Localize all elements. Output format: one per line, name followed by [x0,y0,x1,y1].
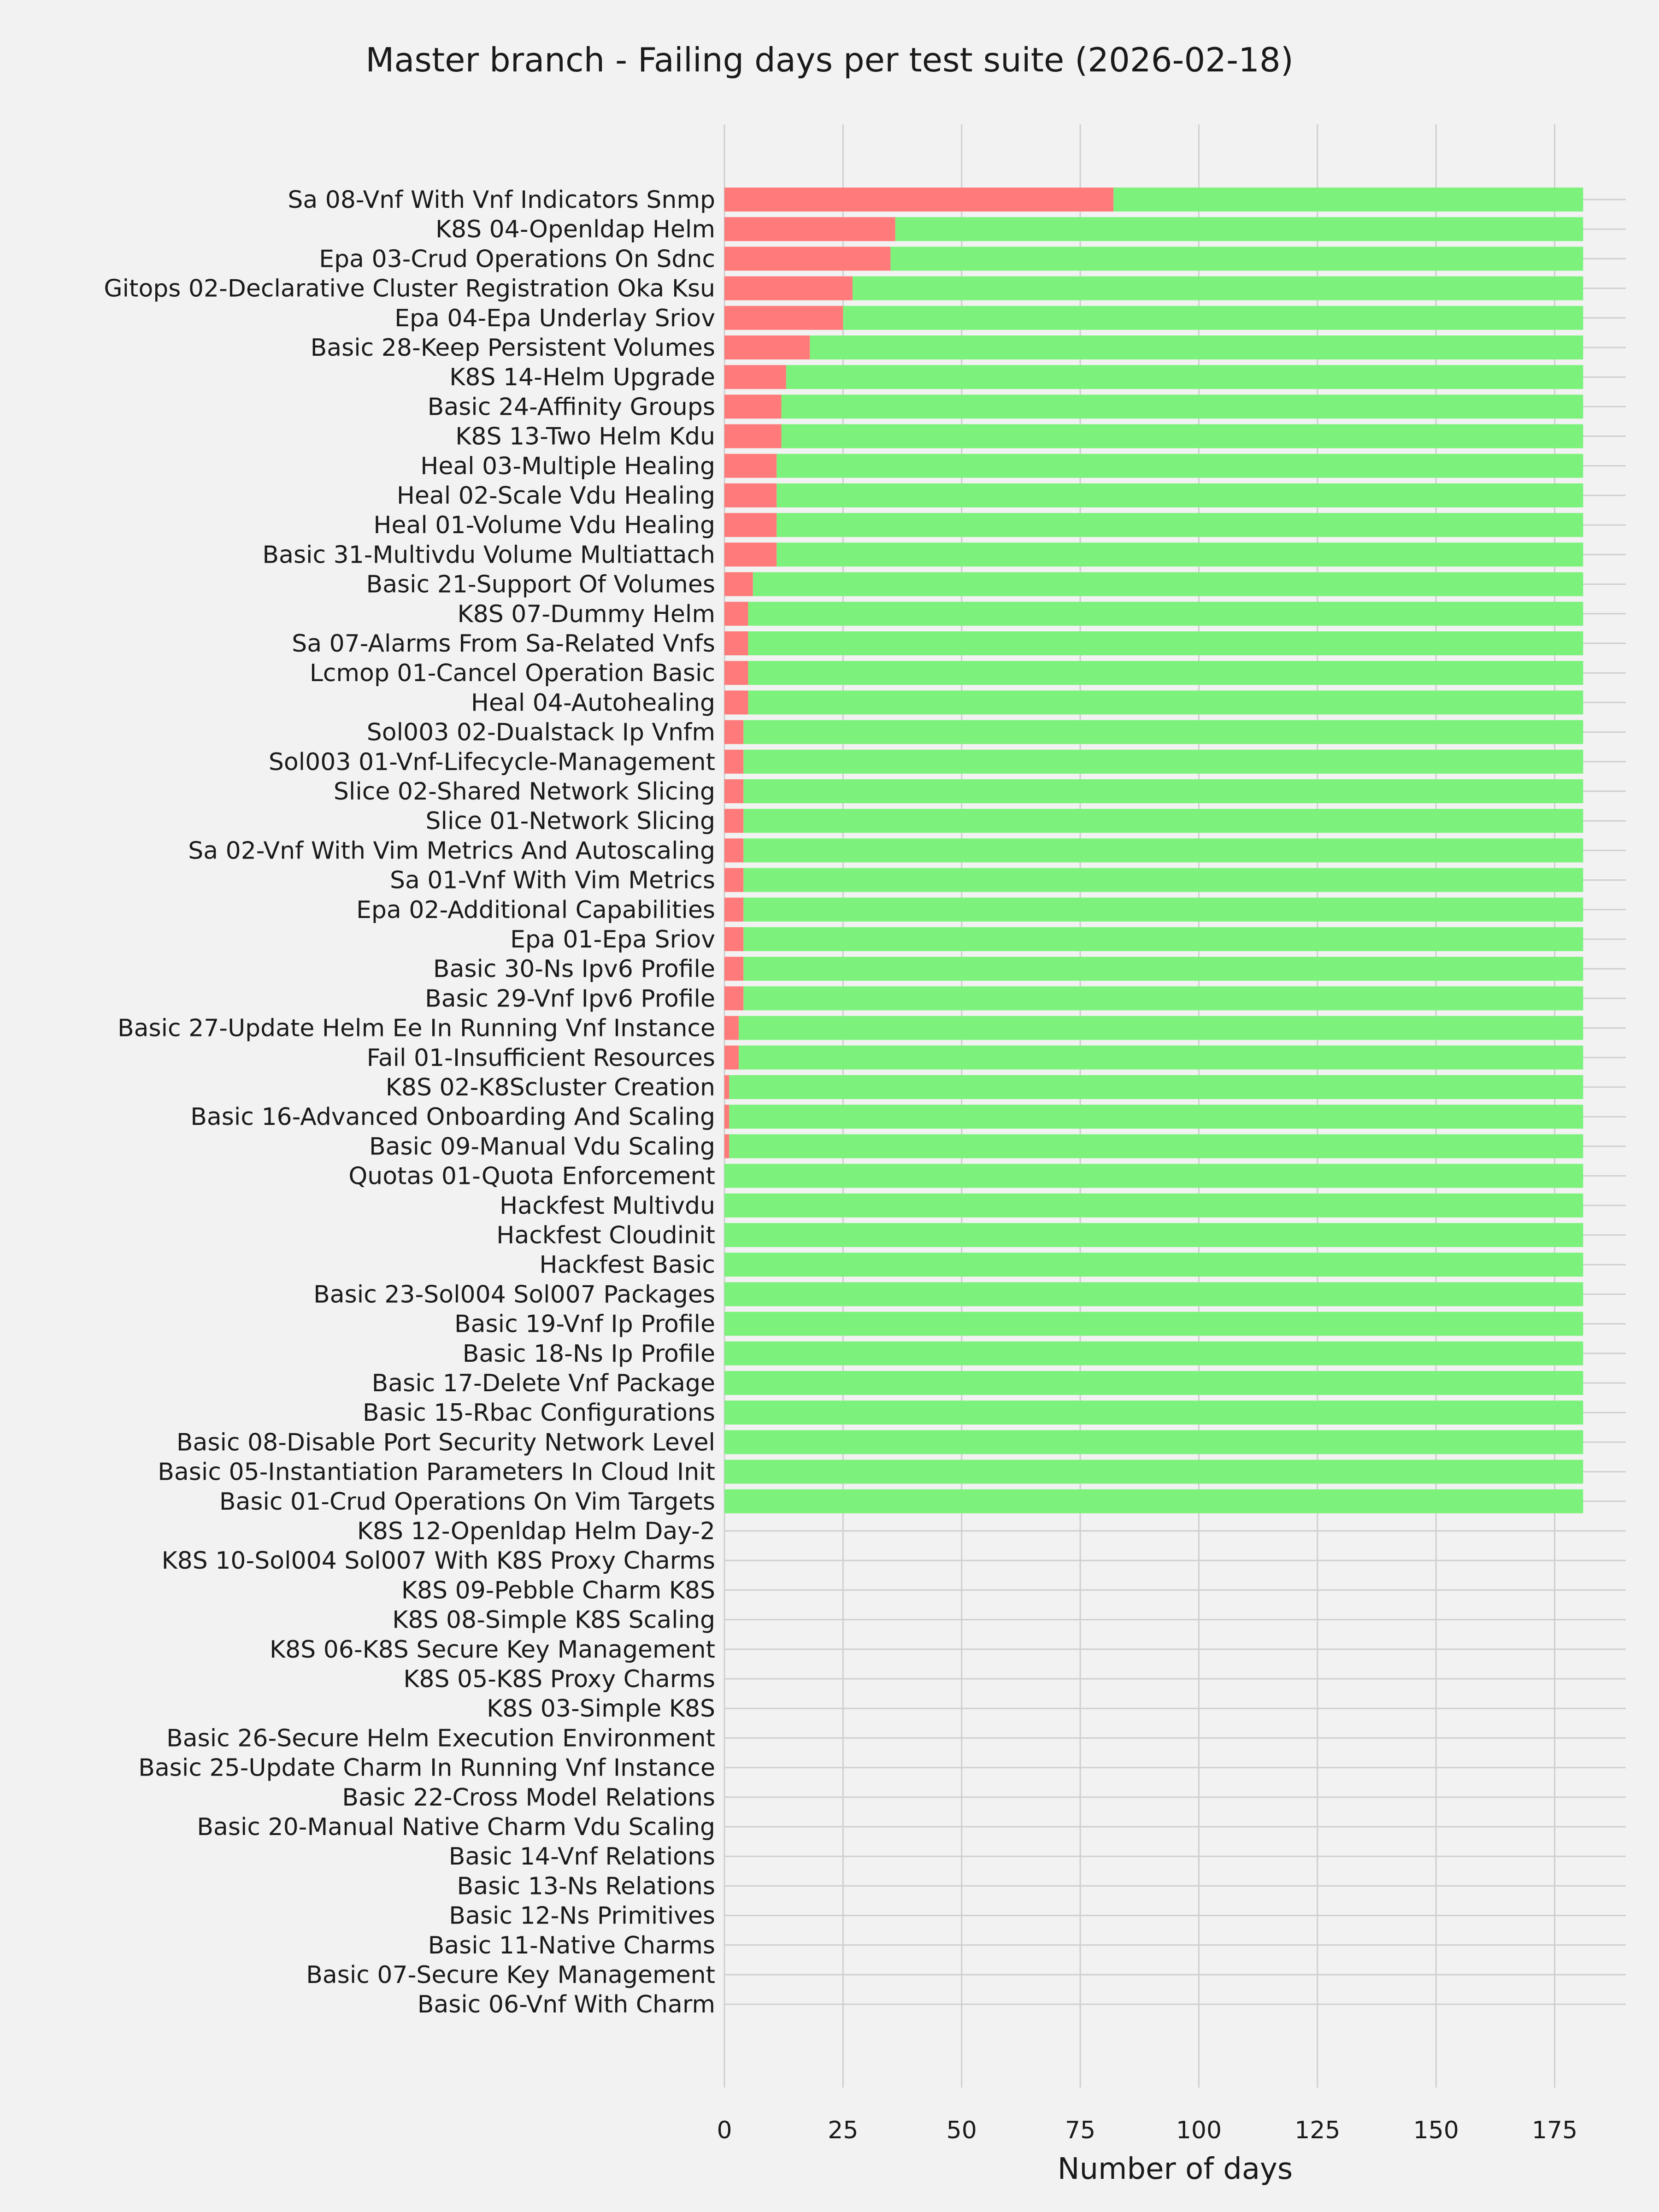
bar-passing [743,957,1583,981]
bar-passing [743,838,1583,862]
y-tick-label: K8S 14-Helm Upgrade [449,364,715,392]
y-tick-label: Basic 06-Vnf With Charm [417,1991,715,2019]
bar-failing [724,572,753,596]
bar-failing [724,868,743,892]
y-tick-label: Basic 16-Advanced Onboarding And Scaling [190,1103,715,1131]
bar-failing [724,1016,739,1040]
y-tick-label: K8S 02-K8Scluster Creation [385,1074,715,1101]
y-tick-label: Quotas 01-Quota Enforcement [348,1162,715,1190]
bar-failing [724,1046,739,1070]
y-tick-label: Basic 25-Update Charm In Running Vnf Instance [138,1754,715,1782]
bar-failing [724,898,743,922]
bar-passing [748,602,1583,626]
bar-failing [724,276,853,300]
bar-passing [724,1164,1583,1188]
y-tick-label: Basic 29-Vnf Ipv6 Profile [425,985,715,1013]
bar-passing [782,424,1583,448]
y-tick-label: Basic 07-Secure Key Management [306,1961,715,1989]
bar-passing [724,1430,1583,1454]
y-tick-label: Basic 11-Native Charms [428,1931,715,1959]
y-tick-label: Sol003 02-Dualstack Ip Vnfm [366,718,715,747]
x-axis-label: Number of days [1057,2152,1293,2186]
y-tick-label: Basic 08-Disable Port Security Network Level [176,1429,715,1457]
y-tick-label: Basic 12-Ns Primitives [449,1902,715,1930]
bar-passing [777,542,1583,566]
y-tick-label: Heal 01-Volume Vdu Healing [373,512,715,540]
bar-failing [724,809,743,833]
y-tick-label: Sa 07-Alarms From Sa-Related Vnfs [292,630,715,658]
bar-failing [724,986,743,1010]
bar-failing [724,661,748,685]
bar-failing [724,247,890,271]
bar-failing [724,690,748,714]
bar-failing [724,957,743,981]
y-tick-label: Sa 01-Vnf With Vim Metrics [389,866,715,894]
bar-failing [724,1134,729,1158]
bar-passing [743,750,1583,774]
y-tick-label: Basic 30-Ns Ipv6 Profile [433,955,715,983]
bar-passing [748,690,1583,714]
y-tick-label: Sol003 01-Vnf-Lifecycle-Management [268,748,715,776]
y-tick-label: K8S 04-Openldap Helm [435,216,715,244]
bar-failing [724,513,777,537]
y-tick-label: K8S 05-K8S Proxy Charms [403,1665,715,1693]
y-tick-label: K8S 07-Dummy Helm [457,600,715,628]
bar-passing [748,661,1583,685]
y-tick-label: Basic 20-Manual Native Charm Vdu Scaling [197,1813,715,1841]
y-tick-label: Epa 01-Epa Sriov [510,926,715,953]
y-tick-label: Epa 04-Epa Underlay Sriov [394,304,715,332]
bar-passing [739,1046,1583,1070]
bar-failing [724,217,895,241]
bar-passing [739,1016,1583,1040]
bar-passing [743,986,1583,1010]
y-tick-label: Basic 15-Rbac Configurations [363,1399,715,1427]
y-tick-label: Basic 22-Cross Model Relations [342,1783,715,1812]
x-tick-label: 150 [1413,2117,1459,2144]
bar-passing [753,572,1583,596]
bar-failing [724,838,743,862]
bar-failing [724,424,782,448]
y-tick-label: Basic 24-Affinity Groups [427,393,715,421]
bar-failing [724,483,777,507]
x-tick-label: 175 [1531,2117,1578,2144]
y-tick-label: Epa 02-Additional Capabilities [356,896,715,924]
bar-passing [724,1223,1583,1247]
y-tick-label: Slice 02-Shared Network Slicing [333,778,715,806]
bar-passing [729,1134,1583,1158]
y-tick-label: Sa 02-Vnf With Vim Metrics And Autoscaling [188,837,715,865]
bar-passing [724,1341,1583,1365]
y-tick-label: Basic 28-Keep Persistent Volumes [310,334,715,362]
y-tick-label: Basic 27-Update Helm Ee In Running Vnf Instance [117,1014,715,1042]
y-tick-label: K8S 12-Openldap Helm Day-2 [357,1518,715,1545]
bar-passing [890,247,1583,271]
y-tick-label: K8S 03-Simple K8S [487,1695,715,1723]
y-tick-label: Basic 13-Ns Relations [457,1872,715,1900]
bar-failing [724,720,743,744]
y-tick-label: Hackfest Basic [539,1251,715,1279]
bar-failing [724,188,1113,212]
bar-passing [743,720,1583,744]
bar-failing [724,394,782,418]
y-tick-label: Lcmop 01-Cancel Operation Basic [309,659,715,688]
chart-title: Master branch - Failing days per test suite (2026-02-18) [365,41,1294,79]
bar-failing [724,1075,729,1099]
bar-passing [786,365,1583,389]
y-tick-label: Slice 01-Network Slicing [425,807,715,835]
y-tick-label: Basic 21-Support Of Volumes [366,571,715,599]
bar-passing [724,1400,1583,1424]
bar-failing [724,1105,729,1129]
bar-passing [743,898,1583,922]
y-tick-label: Basic 19-Vnf Ip Profile [454,1310,715,1338]
bar-failing [724,365,786,389]
bar-passing [895,217,1583,241]
bar-passing [724,1312,1583,1336]
y-tick-label: Basic 18-Ns Ip Profile [462,1340,715,1368]
y-tick-label: Basic 05-Instantiation Parameters In Cloud Init [158,1458,715,1486]
bars [724,188,1583,1513]
y-tick-label: K8S 09-Pebble Charm K8S [401,1577,715,1605]
bar-passing [724,1371,1583,1395]
bar-passing [724,1194,1583,1218]
y-tick-label: Hackfest Cloudinit [496,1222,715,1249]
bar-passing [743,809,1583,833]
y-tick-label: Basic 26-Secure Helm Execution Environment [166,1724,715,1753]
y-tick-label: K8S 10-Sol004 Sol007 With K8S Proxy Charms [161,1547,715,1575]
y-tick-label: K8S 13-Two Helm Kdu [455,423,715,451]
y-tick-label: Basic 01-Crud Operations On Vim Targets [219,1488,715,1516]
bar-failing [724,750,743,774]
bar-passing [743,927,1583,951]
y-tick-label: Gitops 02-Declarative Cluster Registration Oka Ksu [104,275,715,303]
x-tick-label: 50 [946,2117,977,2144]
bar-passing [729,1105,1583,1129]
y-tick-label: Basic 09-Manual Vdu Scaling [369,1133,715,1161]
y-tick-label: Basic 17-Delete Vnf Package [371,1370,715,1397]
bar-passing [782,394,1583,418]
y-tick-label: Basic 14-Vnf Relations [448,1843,715,1871]
x-tick-label: 100 [1176,2117,1222,2144]
bar-failing [724,779,743,803]
y-tick-label: Epa 03-Crud Operations On Sdnc [319,245,715,273]
bar-passing [724,1253,1583,1277]
bar-failing [724,454,777,478]
bar-passing [843,306,1583,330]
y-tick-label: Heal 02-Scale Vdu Healing [396,482,715,510]
bar-failing [724,306,843,330]
bar-passing [853,276,1583,300]
y-tick-label: Sa 08-Vnf With Vnf Indicators Snmp [288,186,715,214]
y-tick-label: Heal 04-Autohealing [471,689,715,717]
bar-failing [724,602,748,626]
bar-passing [743,779,1583,803]
y-tick-label: Basic 31-Multivdu Volume Multiattach [262,541,715,569]
y-tick-label: Basic 23-Sol004 Sol007 Packages [313,1281,715,1309]
bar-passing [777,454,1583,478]
bar-passing [777,483,1583,507]
bar-passing [743,868,1583,892]
x-tick-label: 125 [1294,2117,1341,2144]
y-tick-label: K8S 06-K8S Secure Key Management [269,1635,715,1664]
y-tick-label: Hackfest Multivdu [500,1192,715,1220]
y-tick-label: K8S 08-Simple K8S Scaling [392,1606,715,1634]
y-tick-label: Heal 03-Multiple Healing [420,452,715,480]
bar-passing [724,1460,1583,1484]
bar-passing [810,335,1583,359]
x-tick-label: 75 [1065,2117,1096,2144]
bar-passing [748,631,1583,655]
y-tick-label: Fail 01-Insufficient Resources [366,1044,715,1072]
bar-passing [777,513,1583,537]
bar-passing [724,1489,1583,1513]
bar-failing [724,631,748,655]
x-tick-label: 0 [717,2117,732,2144]
bar-passing [724,1282,1583,1306]
bar-failing [724,335,810,359]
x-tick-label: 25 [828,2117,859,2144]
bar-failing [724,542,777,566]
bar-passing [729,1075,1583,1099]
bar-failing [724,927,743,951]
bar-passing [1113,188,1583,212]
